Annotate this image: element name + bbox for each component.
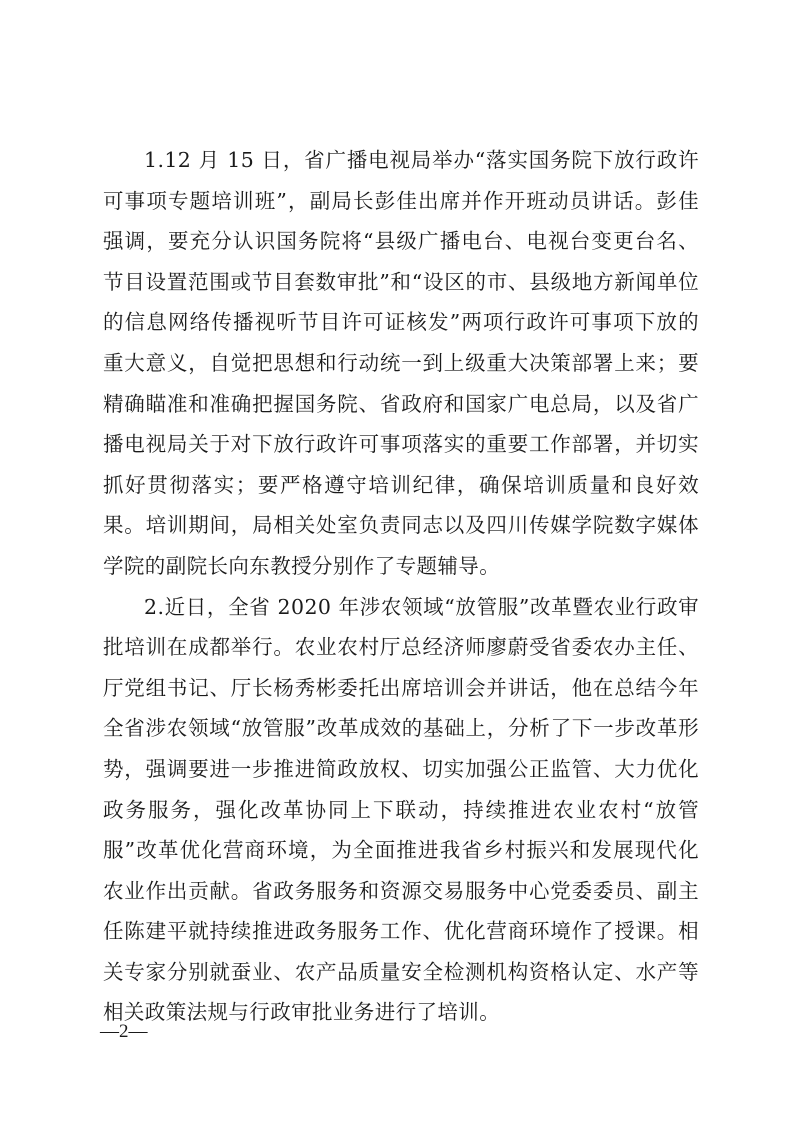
paragraph-1: 1.12 月 15 日，省广播电视局举办“落实国务院下放行政许可事项专题培训班”，副局长彭佳出席并作开班动员讲话。彭佳强调，要充分认识国务院将“县级广播电台、电视台变更台名、节目设置范围或节目套数审批”和“设区的市、县级地方新闻单位的信息网络传播视听节目许可证核发”两项行政许可事项下放的重大意义，自觉把思想和行动统一到上级重大决策部署上来；要精确瞄准和准确把握国务院、省政府和国家广电总局，以及省广播电视局关于对下放行政许可事项落实的重要工作部署，并切实抓好贯彻落实；要严格遵守培训纪律，确保培训质量和良好效果。培训期间，局相关处室负责同志以及四川传媒学院数字媒体学院的副院长向东教授分别作了专题辅导。 <box>103 148 699 578</box>
body-text <box>103 140 699 1033</box>
page-number: —2— <box>100 1021 148 1042</box>
paragraph-2: 2.近日，全省 2020 年涉农领域“放管服”改革暨农业行政审批培训在成都举行。农业农村厅总经济师廖蔚受省委农办主任、厅党组书记、厅长杨秀彬委托出席培训会并讲话，他在总结今年全省涉农领域“放管服”改革成效的基础上，分析了下一步改革形势，强调要进一步推进简政放权、切实加强公正监管、大力优化政务服务，强化改革协同上下联动，持续推进农业农村“放管服”改革优化营商环境，为全面推进我省乡村振兴和发展现代化农业作出贡献。省政务服务和资源交易服务中心党委委员、副主任陈建平就持续推进政务服务工作、优化营商环境作了授课。相关专家分别就蚕业、农产品质量安全检测机构资格认定、水产等相关政策法规与行政审批业务进行了培训。 <box>103 594 699 1025</box>
